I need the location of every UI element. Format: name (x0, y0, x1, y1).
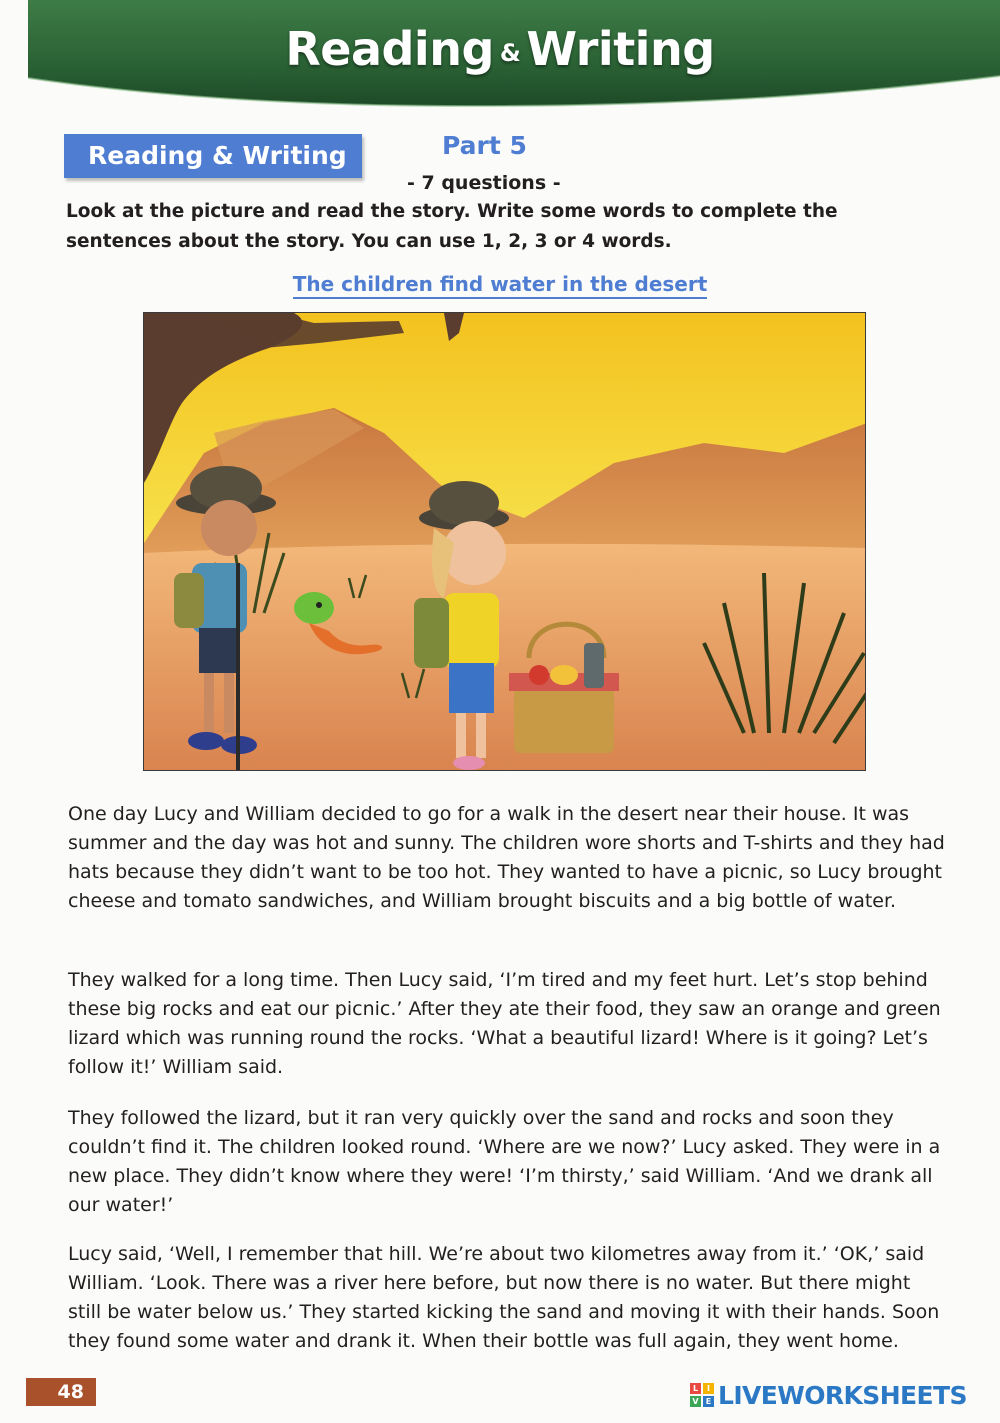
sand (144, 544, 866, 771)
header-banner (0, 0, 1000, 115)
logo-letter-i: I (703, 1383, 714, 1394)
instructions: Look at the picture and read the story. Write some words to complete the sentences about the story. You can use 1, 2, 3 or 4 words. (66, 201, 838, 252)
story-paragraph-4 (68, 1240, 948, 1356)
brand-name: LIVEWORKSHEETS (718, 1380, 967, 1410)
story-paragraph-2 (68, 966, 948, 1082)
story-paragraph-text: They walked for a long time. Then Lucy said, ‘I’m tired and my feet hurt. Let’s stop behind these big rocks and eat our picnic.’ After they ate their food, they saw an orange and green lizard which was running round the rocks. ‘What a beautiful lizard! Where is it going? Let’s follow it!’ William said. (68, 969, 941, 1078)
logo-letter-v: V (690, 1396, 701, 1407)
story-title-text: The children find water in the desert (293, 272, 708, 299)
liveworksheets-logo-icon (690, 1383, 714, 1407)
section-label: Reading & Writing (64, 134, 362, 178)
questions-count: - 7 questions - (407, 172, 561, 194)
story-paragraph-text: One day Lucy and William decided to go for a walk in the desert near their house. It was summer and the day was hot and sunny. The children wore shorts and T-shirts and they had hats because they didn’t want to be too hot. They wanted to have a picnic, so Lucy brought cheese and tomato sandwiches, and William brought biscuits and a big bottle of water. (68, 803, 945, 912)
header-title-reading: Reading (285, 22, 494, 76)
story-paragraph-1 (68, 800, 948, 916)
part-title: Part 5 (442, 131, 527, 160)
page-number: 48 (26, 1378, 96, 1406)
desert-scene (144, 313, 866, 771)
logo-letter-l: L (690, 1383, 701, 1394)
header-title-ampersand: & (499, 38, 521, 67)
story-paragraph-text: Lucy said, ‘Well, I remember that hill. We’re about two kilometres away from it.’ ‘OK,’ said William. ‘Look. There was a river here before, but now there is no water. But there might still be water below us.’ They started kicking the sand and moving it with their hands. Soon they found some water and drank it. When their bottle was full again, they went home. (68, 1243, 940, 1352)
liveworksheets-brand[interactable] (690, 1380, 967, 1410)
story-illustration (143, 312, 866, 771)
story-title (0, 272, 1000, 296)
page-header-title (0, 22, 1000, 76)
logo-letter-e: E (703, 1396, 714, 1407)
story-paragraph-3 (68, 1104, 948, 1220)
story-paragraph-text: They followed the lizard, but it ran very quickly over the sand and rocks and soon they couldn’t find it. The children looked round. ‘Where are we now?’ Lucy asked. They were in a new place. They didn’t know where they were! ‘I’m thirsty,’ said William. ‘And we drank all our water!’ (68, 1107, 941, 1216)
header-title-writing: Writing (526, 22, 715, 76)
